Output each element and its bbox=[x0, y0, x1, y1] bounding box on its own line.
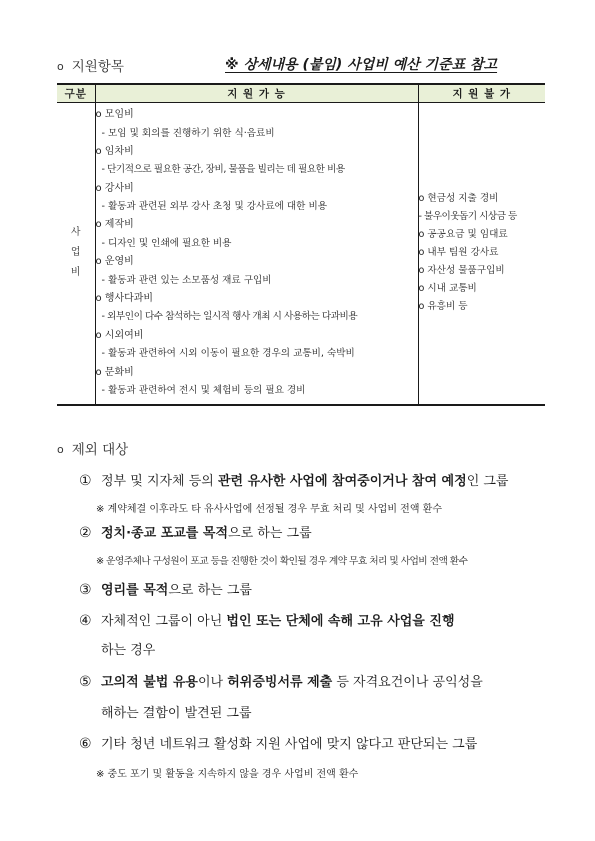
section2-heading bbox=[57, 438, 128, 458]
not-allowed-item: - 불우이웃돕기 시상금 등 bbox=[418, 211, 517, 223]
item-emphasis: 영리를 목적 bbox=[101, 583, 169, 598]
item-text: 인 그룹 bbox=[466, 474, 509, 489]
category-char: 비 bbox=[70, 267, 81, 279]
header-category: 구분 bbox=[57, 84, 95, 103]
item-text: 등 자격요건이나 공익성을 bbox=[332, 675, 483, 690]
exclusion-note-6: ※ 중도 포기 및 활동을 지속하지 않을 경우 사업비 전액 환수 bbox=[96, 769, 359, 780]
item-text: 이나 bbox=[197, 675, 228, 690]
exclusion-note-2: ※ 운영주체나 구성원이 포교 등을 진행한 것이 확인될 경우 계약 무효 처리 및 사업비 전액 환수 bbox=[96, 556, 468, 567]
section2-title: 제외 대상 bbox=[71, 442, 129, 458]
allowed-item: o 행사다과비 bbox=[95, 293, 154, 305]
item-emphasis: 고의적 불법 유용 bbox=[101, 675, 198, 690]
section2-bullet: o bbox=[57, 443, 64, 456]
category-char: 업 bbox=[70, 247, 81, 259]
reference-note: ※ 상세내용 (붙임) 사업비 예산 기준표 참고 bbox=[225, 57, 498, 73]
item-number: ⑥ bbox=[79, 736, 92, 752]
exclusion-item-6 bbox=[79, 733, 477, 752]
exclusion-item-5-continued: 해하는 결함이 발견된 그룹 bbox=[101, 706, 252, 721]
item-number: ④ bbox=[79, 613, 92, 629]
item-emphasis: 허위증빙서류 제출 bbox=[227, 675, 333, 690]
allowed-item: o 강사비 bbox=[95, 182, 134, 194]
section1-title: 지원항목 bbox=[71, 59, 124, 75]
exclusion-item-2 bbox=[79, 522, 312, 541]
item-text: 으로 하는 그룹 bbox=[168, 583, 252, 598]
section1-heading bbox=[57, 55, 124, 75]
table-header-row bbox=[57, 84, 545, 103]
allowed-detail: - 활동과 관련 있는 소모품성 재료 구입비 bbox=[101, 274, 272, 286]
not-allowed-cell bbox=[418, 103, 545, 405]
allowed-item: o 모임비 bbox=[95, 109, 134, 121]
exclusion-item-1 bbox=[79, 470, 509, 489]
allowed-detail: - 외부인이 다수 참석하는 일시적 행사 개최 시 사용하는 다과비용 bbox=[101, 311, 358, 323]
allowed-item: o 운영비 bbox=[95, 256, 134, 268]
item-number: ⑤ bbox=[79, 674, 92, 690]
exclusion-item-4-continued: 하는 경우 bbox=[101, 643, 156, 658]
item-text: 기타 청년 네트워크 활성화 지원 사업에 맞지 않다고 판단되는 그룹 bbox=[101, 737, 478, 752]
item-number: ① bbox=[79, 473, 92, 489]
not-allowed-item: o 현금성 지출 경비 bbox=[418, 193, 499, 205]
allowed-item: o 시외여비 bbox=[95, 329, 144, 341]
item-text: 으로 하는 그룹 bbox=[228, 526, 312, 541]
not-allowed-item: o 공공요금 및 임대료 bbox=[418, 229, 508, 241]
item-number: ② bbox=[79, 525, 92, 541]
budget-table bbox=[57, 83, 545, 406]
allowed-detail: - 활동과 관련하여 전시 및 체험비 등의 필요 경비 bbox=[101, 384, 306, 396]
exclusion-item-4 bbox=[79, 610, 455, 629]
category-char: 사 bbox=[70, 227, 81, 239]
header-not-allowed: 지 원 불 가 bbox=[418, 84, 545, 103]
item-emphasis: 법인 또는 단체에 속해 고유 사업을 진행 bbox=[226, 614, 455, 629]
allowed-item: o 제작비 bbox=[95, 219, 134, 231]
category-cell bbox=[57, 103, 95, 405]
item-emphasis: 관련 유사한 사업에 참여중이거나 참여 예정 bbox=[218, 474, 467, 489]
allowed-detail: - 활동과 관련하여 시외 이동이 필요한 경우의 교통비, 숙박비 bbox=[101, 348, 355, 360]
item-number: ③ bbox=[79, 582, 92, 598]
allowed-item: o 임차비 bbox=[95, 145, 134, 157]
exclusion-note-1: ※ 계약체결 이후라도 타 유사사업에 선정될 경우 무효 처리 및 사업비 전액 환수 bbox=[96, 504, 442, 515]
table-row bbox=[57, 103, 545, 405]
allowed-detail: - 활동과 관련된 외부 강사 초청 및 강사료에 대한 비용 bbox=[101, 201, 328, 213]
item-text: 정부 및 지자체 등의 bbox=[101, 474, 218, 489]
header-allowed: 지 원 가 능 bbox=[95, 84, 418, 103]
not-allowed-item: o 자산성 물품구입비 bbox=[418, 265, 505, 277]
exclusion-item-3 bbox=[79, 579, 252, 598]
not-allowed-item: o 유흥비 등 bbox=[418, 301, 468, 313]
allowed-detail: - 모임 및 회의를 진행하기 위한 식·음료비 bbox=[101, 127, 275, 139]
exclusion-item-5 bbox=[79, 671, 483, 690]
section1-bullet: o bbox=[57, 60, 64, 73]
item-text: 자체적인 그룹이 아닌 bbox=[101, 614, 227, 629]
allowed-detail: - 단기적으로 필요한 공간, 장비, 물품을 빌리는 데 필요한 비용 bbox=[101, 164, 345, 176]
item-emphasis: 정치·종교 포교를 목적 bbox=[101, 526, 229, 541]
not-allowed-item: o 시내 교통비 bbox=[418, 283, 477, 295]
allowed-detail: - 디자인 및 인쇄에 필요한 비용 bbox=[101, 237, 232, 249]
allowed-item: o 문화비 bbox=[95, 366, 134, 378]
allowed-cell bbox=[95, 103, 418, 405]
not-allowed-item: o 내부 팀원 강사료 bbox=[418, 247, 499, 259]
